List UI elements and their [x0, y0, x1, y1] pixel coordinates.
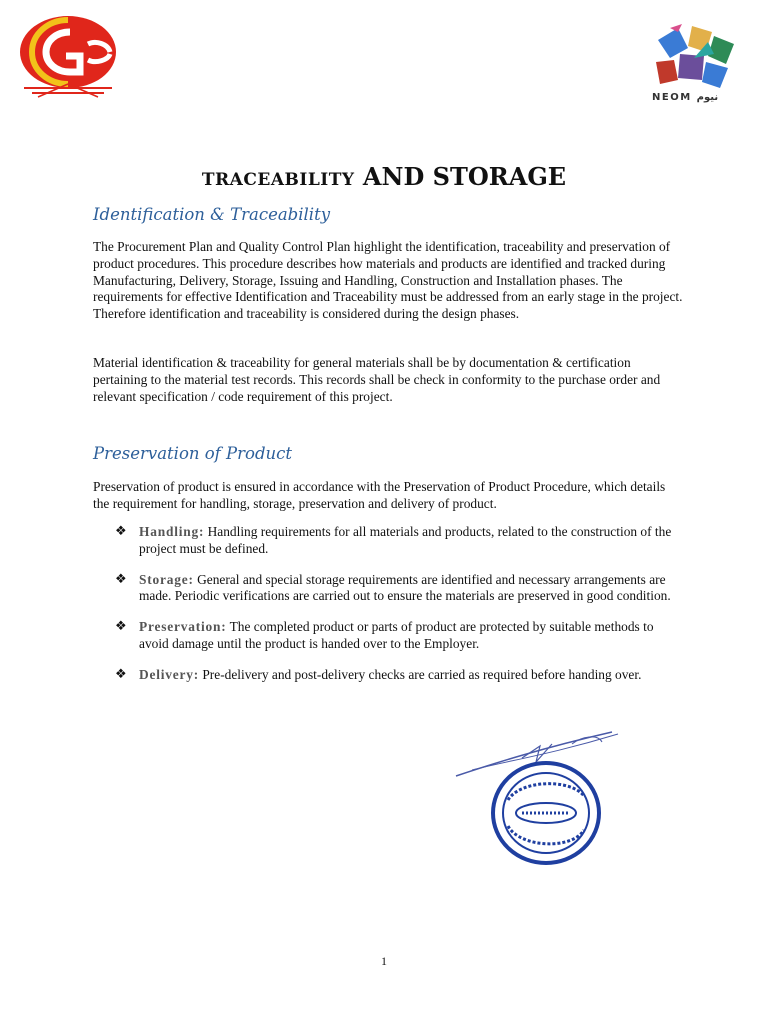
paragraph-identification-2: Material identification & traceability for general materials shall be by documentation & certification pertaining to the material test records. This records shall be check in conformity to the purchase order and relevant specification / code requirement of this project.	[93, 355, 661, 404]
bullet-text: The completed product or parts of product are protected by suitable methods to avoid damage until the product is handed over to the Employer.	[139, 619, 654, 651]
bullet-label: Handling:	[139, 524, 205, 539]
bullet-label: Delivery:	[139, 666, 199, 682]
section-heading-preservation: Preservation of Product	[93, 444, 293, 463]
diamond-bullet-icon: ❖	[115, 571, 127, 587]
preservation-bullet-list	[115, 524, 675, 698]
bullet-label: Storage:	[139, 571, 194, 587]
bullet-text: Pre-delivery and post-delivery checks are carried as required before handing over.	[199, 666, 642, 682]
diamond-bullet-icon: ❖	[115, 619, 127, 635]
section-heading-identification: Identification & Traceability	[93, 205, 331, 224]
bullet-storage	[115, 572, 675, 606]
diamond-bullet-icon: ❖	[115, 524, 127, 539]
bullet-delivery	[115, 667, 675, 684]
bullet-text: General and special storage requirements are identified and necessary arrangements are made. Periodic verifications are carried out to ensure the materials are preserved in good condition.	[139, 571, 671, 604]
document-title	[0, 162, 768, 191]
bullet-text: Handling requirements for all materials and products, related to the construction of the project must be defined.	[139, 524, 672, 556]
title-part2: AND STORAGE	[362, 162, 567, 191]
paragraph-identification-1: The Procurement Plan and Quality Control Plan highlight the identification, traceability and preservation of product procedures. This procedure describes how materials and products are identified and tracked during Manufacturing, Delivery, Storage, Issuing and Handling, Construction and Installation phases. The requirements for effective Identification and Traceability must be addressed from an early stage in the project. Therefore identification and traceability is considered during the design phases.	[93, 239, 683, 322]
bullet-preservation	[115, 619, 675, 653]
title-part1: TRACEABILITY	[201, 170, 355, 190]
company-logo	[18, 14, 118, 98]
page-number: 1	[381, 954, 387, 968]
paragraph-preservation-intro: Preservation of product is ensured in accordance with the Preservation of Product Procedure, which details the requirement for handling, storage, preservation and delivery of product.	[93, 479, 666, 511]
diamond-bullet-icon: ❖	[115, 666, 127, 682]
company-stamp	[490, 760, 602, 866]
bullet-label: Preservation:	[139, 619, 227, 635]
neom-logo-text: NEOM نيوم	[652, 92, 719, 103]
bullet-handling	[115, 524, 675, 558]
